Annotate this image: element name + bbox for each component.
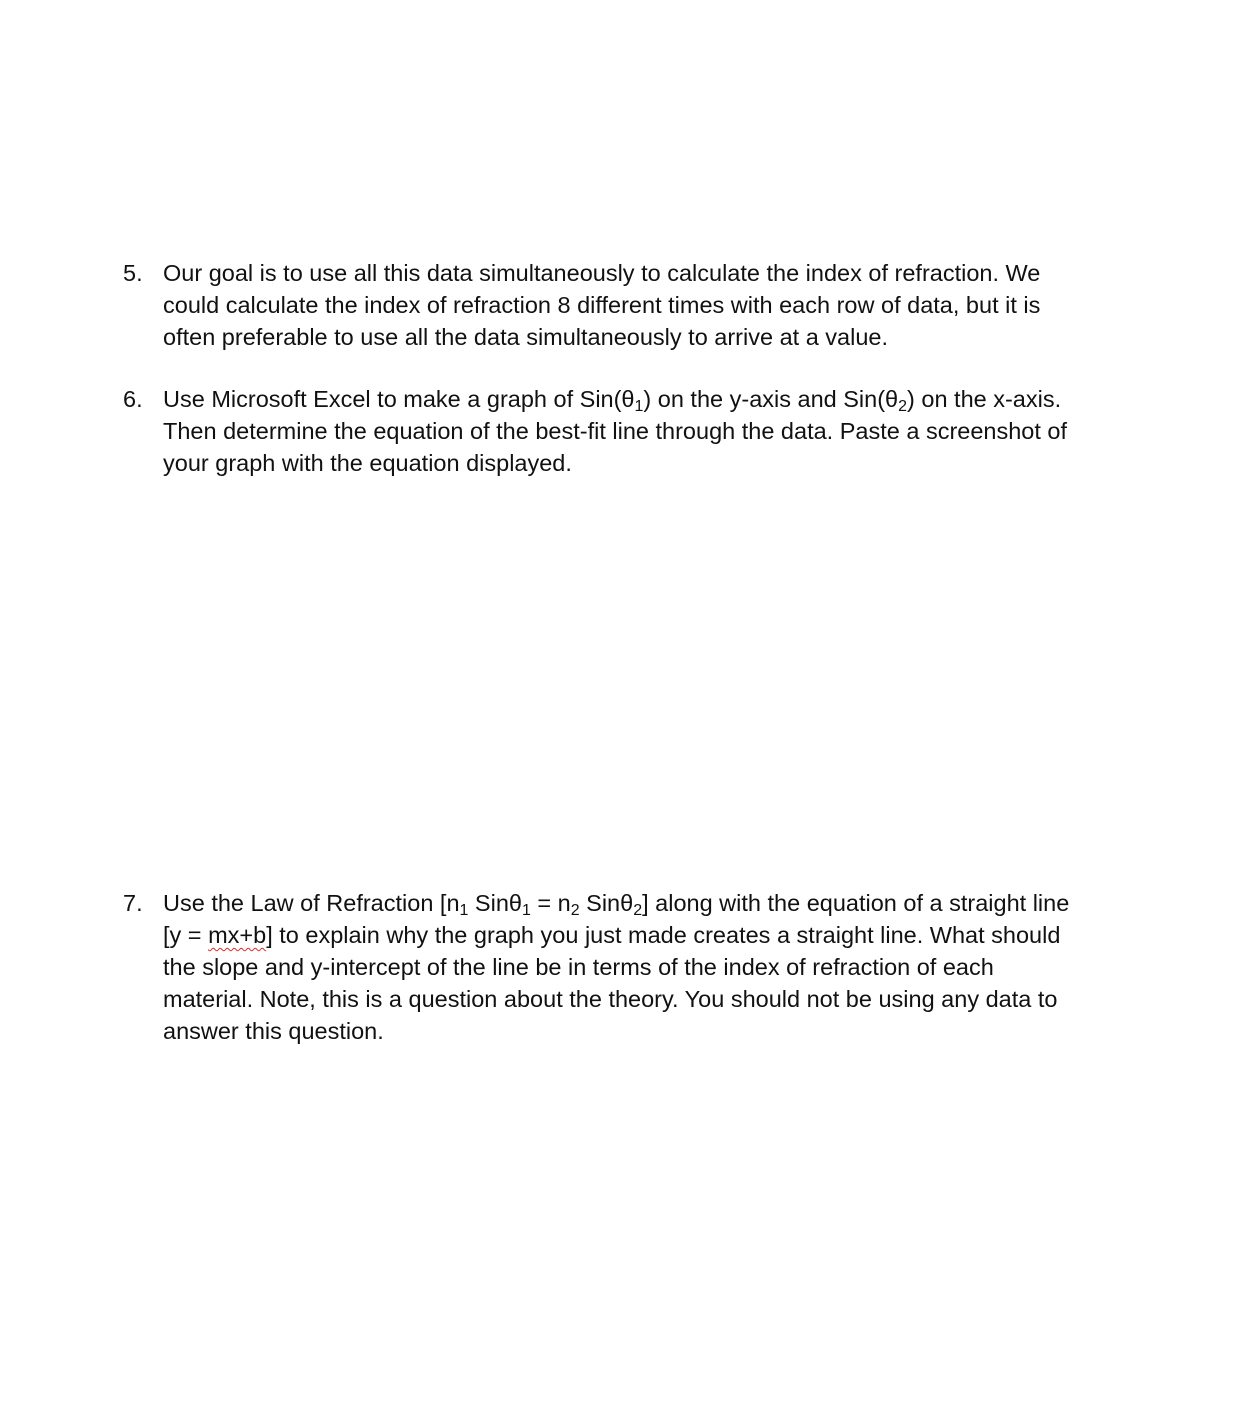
text-segment: ) on the x-axis. (907, 386, 1062, 412)
question-number: 6. (123, 386, 143, 412)
subscript: 2 (633, 901, 643, 919)
question-number: 5. (123, 260, 143, 286)
text-line: Then determine the equation of the best-fit line through the data. Paste a screenshot of (163, 418, 1068, 444)
text-line: answer this question. (163, 1018, 384, 1044)
text-segment: Sinθ (468, 890, 522, 916)
question-number: 7. (123, 890, 143, 916)
text-segment: ] along with the equation of a straight line (642, 890, 1070, 916)
subscript: 1 (634, 397, 644, 415)
question-text (163, 383, 1123, 479)
subscript: 2 (898, 397, 908, 415)
text-segment: Use Microsoft Excel to make a graph of Sin(θ (163, 386, 635, 412)
text-line: could calculate the index of refraction 8 different times with each row of data, but it is (163, 292, 1041, 318)
text-line: your graph with the equation displayed. (163, 450, 572, 476)
text-segment: = n (530, 890, 571, 916)
text-segment: Use the Law of Refraction [n (163, 890, 460, 916)
subscript: 1 (459, 901, 469, 919)
text-line (163, 383, 1123, 415)
subscript: 2 (570, 901, 580, 919)
text-line: often preferable to use all the data simultaneously to arrive at a value. (163, 324, 889, 350)
text-line (163, 887, 1123, 919)
text-segment: ] to explain why the graph you just made creates a straight line. What should (266, 922, 1061, 948)
text-line: Our goal is to use all this data simultaneously to calculate the index of refraction. We (163, 260, 1041, 286)
question-text (163, 887, 1123, 1047)
text-line: material. Note, this is a question about the theory. You should not be using any data to (163, 986, 1058, 1012)
text-segment: Sinθ (579, 890, 634, 916)
text-segment: ) on the y-axis and Sin(θ (643, 386, 899, 412)
subscript: 1 (521, 901, 531, 919)
spellcheck-flagged-text[interactable]: mx+b (208, 922, 267, 948)
question-text (163, 257, 1123, 353)
text-line (163, 919, 1123, 951)
text-segment: [y = (163, 922, 209, 948)
text-line: the slope and y-intercept of the line be in terms of the index of refraction of each (163, 954, 994, 980)
